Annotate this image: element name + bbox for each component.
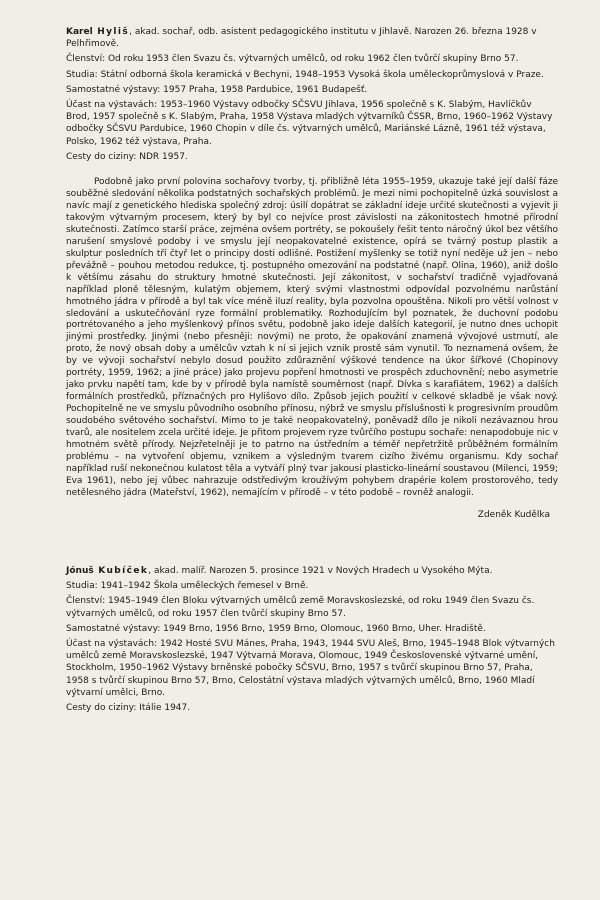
artist-solo-exhibitions: Samostatné výstavy: 1949 Brno, 1956 Brno, 1959 Brno, Olomouc, 1960 Brno, Uher. Hradiště. [66,623,486,634]
artist-solo-exhibitions: Samostatné výstavy: 1957 Praha, 1958 Pardubice, 1961 Budapešť. [66,84,368,95]
artist-name [66,566,148,576]
artist-travel: Cesty do ciziny: NDR 1957. [66,151,188,162]
artist-studies: Studia: 1941–1942 Škola uměleckých řemesel v Brně. [66,581,309,592]
artist-first-name: Karel [66,27,93,37]
artist-bio [66,26,558,50]
artist-group-exhibitions: Účast na výstavách: 1953–1960 Výstavy odbočky SČSVU Jihlava, 1956 společně s K. Slabým, Havlíčkův Brod, 1957 společně s K. Slabým, Praha, 1958 Výstava mladých výtvarníků ČSSR, Brno, 1960–1962 Výstavy odbočky SČSVU Pardubice, 1960 Chopin v díle čs. výtvarných umělců, Mariánské Lázně, 1961 též výstava, Polsko, 1962 též výstava, Praha. [66,100,553,147]
artist-name [66,27,129,37]
artist-last-name: Hyliš [97,27,130,37]
artist-studies: Studia: Státní odborná škola keramická v Bechyni, 1948–1953 Vysoká škola uměleckoprůmyslová v Praze. [66,69,544,80]
artist-bio-text: , akad. sochař, odb. asistent pedagogického institutu v Jihlavě. Narozen 26. března 1928 v Pelhřimově. [66,27,537,50]
essay-author: Zdeněk Kudělka [477,509,550,520]
artist-membership: Členství: 1945–1949 člen Bloku výtvarných umělců země Moravskoslezské, od roku 1949 člen Svazu čs. výtvarných umělců, od roku 1957 člen tvůrčí skupiny Brno 57. [66,596,535,619]
artist-last-name: Kubíček [98,565,149,576]
artist-membership: Členství: Od roku 1953 člen Svazu čs. výtvarných umělců, od roku 1962 člen tvůrčí skupiny Brno 57. [66,54,519,65]
artist-bio [66,565,558,577]
artist-first-name: Jónuš [66,565,94,576]
artist-group-exhibitions: Účast na výstavách: 1942 Hosté SVU Mánes, Praha, 1943, 1944 SVU Aleš, Brno, 1945–1948 Blok výtvarných umělců země Moravskoslezské, 1947 Výtvarná Morava, Olomouc, 1949 Československé výtvarné umění, Stockholm, 1950–1962 Výstavy brněnské pobočky SČSVU, Brno, 1957 s tvůrčí skupinou Brno 57, Praha, 1958 s tvůrčí skupinou Brno 57, Brno, Celostátní výstava mladých výtvarných umělců, Brno, 1960 Mladí výtvarní umělci, Brno. [66,638,555,698]
essay-text: Podobně jako první polovina sochařovy tvorby, tj. přibližně léta 1955–1959, ukazuje také její další fáze souběžné sledování několika podstatných sochařských problémů. Je mezi nimi pochopitelně úzká souvislost a navíc mají z genetického hlediska společný zdroj: úsilí dopátrat se základní ideje určité skutečnosti a vyjevit ji takovým výtvarným procesem, který by byl co nejvíce prost závislosti na zákonitostech hmotné přírodní skutečnosti. Zatímco starší práce, zejména ovšem portréty, se pokoušely řešit tento náročný úkol bez většího narušení smyslové podoby i ve smyslu její neopakovatelné existence, opírá se tvárný postup plastik a skulptur posledních tří čtyř let o principy dosti odlišné. Postižení myšlenky se totiž nyní neděje už jen – nebo převážně – pouhou metodou redukce, tj. postupného omezování na podstatné (např. Olina, 1960), aniž došlo k většímu zásahu do struktury hmotné skutečnosti. Její zákonitost, v sochařství tradičně vyjadřovaná například ploně tělesným, kulatým objemem, který svými vlastnostmi odpovídal pozvolnému narůstání hmotného jádra v přírodě a byl tak více méně iluzí reality, byla pozvolna opouštěna. Nikoli pro větší volnost v sledování a uskutečňování ryze formální problematiky. Rozhodujícím byl poznatek, že duchovní podobu portrétovaného a jeho myšlenkový přínos světu, podobně jako ideje dalších kategorií, je nutno dnes uchopit jinými prostředky. Jinými (nebo přesněji: novými) ne proto, že opakování znamená vývojové ustrnutí, ale proto, že nový obsah doby a umělcův vztah k ní si jejich vznik prostě sám vynutil. To neznamená ovšem, že by ve vývoji sochařství nebylo dosud použito zdůraznění výškové tendence na úkor šířkové (Chopinovy portréty, 1959, 1962; a jiné práce) jako projevu popření hmotnosti ve prospěch zduchovnění; nebo asymetrie jako prvku napětí tam, kde by v přírodě byla namístě souměrnost (např. Dívka s karafiátem, 1962) a dalších formálních prostředků, příznačných pro Hylišovo dílo. Způsob jejich použití v celkové skladbě je však nový. Pochopitelně ne ve smyslu původního osobního přínosu, nýbrž ve smyslu příslušnosti k progresivním proudům soudobého světového sochařství. Mimo to je také neopakovatelný, poněvadž dílo je nikoli nezávaznou hrou tvarů, ale nositelem zcela určité ideje. Je přitom projevem ryze tvůrčího postupu sochaře: nenapodobuje nic v hmotném světě přírody. Nejzřetelněji je to patrno na ústředním a téměř nepřetržitě průběžném formálním problému – na vytvoření objemu, vznikem a výsledným tvarem cizího živému organismu. Kdy sochař například ruší nekonečnou kulatost těla a vytváří plný tvar jakousi plasticko-lineární soustavou (Milenci, 1959; Eva 1961), nebo jej vůbec nahrazuje odstředivým kroužívým pohybem drapérie kolem prostorového, tedy netělesného jádra (Mateřství, 1962), nemajícím v přírodě – v této podobě – rovněž analogii. [66,177,559,498]
artist-bio-text: , akad. malíř. Narozen 5. prosince 1921 v Nových Hradech u Vysokého Mýta. [148,565,493,576]
artist-entry-kubicek [66,565,558,714]
artist-travel: Cesty do ciziny: Itálie 1947. [66,703,191,713]
artist-entry-hylis [66,26,558,163]
